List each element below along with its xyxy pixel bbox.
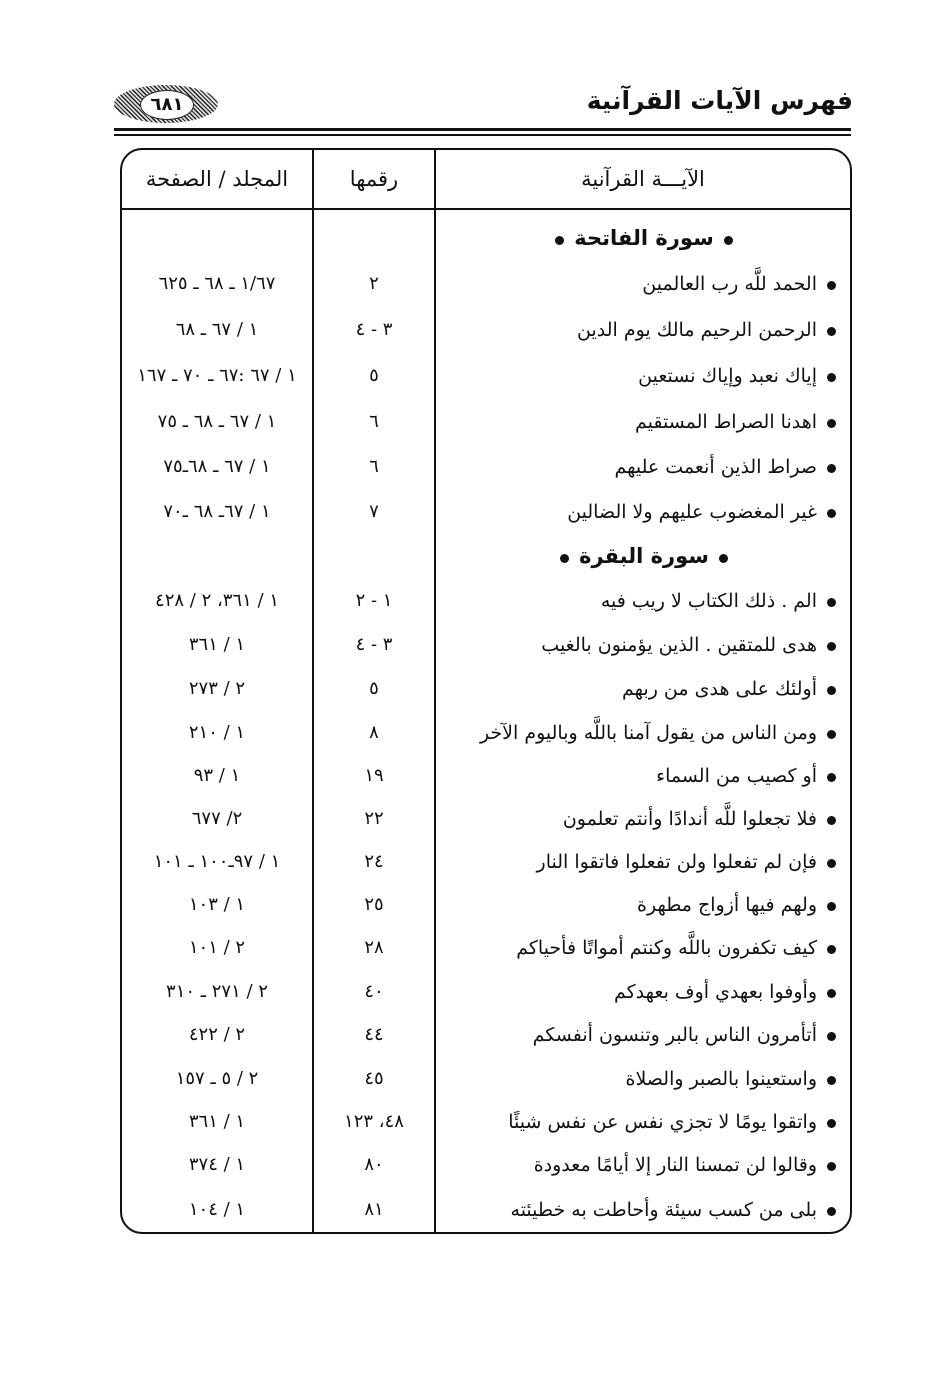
header-rule-thin bbox=[114, 134, 851, 136]
header-verse: الآيـــة القرآنية bbox=[581, 167, 705, 191]
verse-cell bbox=[438, 972, 836, 1012]
bullet-icon bbox=[827, 464, 836, 473]
page-number: ٦٨١ bbox=[140, 90, 194, 120]
volume-page-ref: ١ / ٣٧٤ bbox=[188, 1154, 246, 1175]
volume-page-ref: ٢ / ٢٧١ ـ ٣١٠ bbox=[166, 981, 268, 1002]
page-header bbox=[108, 82, 853, 126]
bullet-icon bbox=[827, 419, 836, 428]
verse-text: الحمد للَّه رب العالمين bbox=[642, 273, 817, 295]
verse-text: كيف تكفرون باللَّه وكنتم أمواتًا فأحياكم bbox=[516, 937, 817, 959]
table-row bbox=[122, 264, 850, 304]
table-row bbox=[122, 625, 850, 665]
table-row bbox=[122, 1102, 850, 1142]
verse-number: ٢٤ bbox=[364, 851, 384, 872]
verse-cell bbox=[438, 402, 836, 442]
table-row bbox=[122, 928, 850, 968]
bullet-icon bbox=[827, 642, 836, 651]
verse-cell bbox=[438, 1190, 836, 1230]
bullet-icon bbox=[827, 1162, 836, 1171]
header-number: رقمها bbox=[349, 167, 399, 191]
volume-page-ref: ١ / ١٠٤ bbox=[188, 1199, 246, 1220]
verse-cell bbox=[438, 310, 836, 350]
volume-page-ref: ٢ / ٢٧٣ bbox=[188, 678, 246, 699]
surah-heading-fatiha bbox=[438, 218, 850, 258]
volume-page-ref: ٢ / ١٠١ bbox=[188, 937, 246, 958]
verse-number: ٣ - ٤ bbox=[355, 319, 393, 340]
verse-cell bbox=[438, 1145, 836, 1185]
verse-cell bbox=[438, 581, 836, 621]
bullet-icon bbox=[827, 1207, 836, 1216]
bullet-icon bbox=[827, 1032, 836, 1041]
verse-cell bbox=[438, 669, 836, 709]
verse-cell bbox=[438, 756, 836, 796]
verse-text: الم . ذلك الكتاب لا ريب فيه bbox=[600, 590, 817, 612]
verse-number: ١٩ bbox=[364, 765, 384, 786]
verse-number: ٢٢ bbox=[364, 808, 384, 829]
table-row bbox=[122, 756, 850, 796]
page-number-badge bbox=[114, 85, 218, 123]
bullet-icon bbox=[827, 281, 836, 290]
volume-page-ref: ١ / ٦٧ ـ ٦٨ ـ ٧٥ bbox=[157, 411, 277, 432]
verse-number: ٥ bbox=[369, 365, 379, 386]
bullet-icon bbox=[827, 373, 836, 382]
bullet-icon bbox=[827, 773, 836, 782]
verse-cell bbox=[438, 625, 836, 665]
table-row bbox=[122, 310, 850, 350]
surah-title: سورة البقرة bbox=[579, 544, 709, 568]
table-row bbox=[122, 402, 850, 442]
volume-page-ref: ١ / ٩٣ bbox=[193, 765, 241, 786]
verse-text: بلى من كسب سيئة وأحاطت به خطيئته bbox=[510, 1199, 817, 1221]
verse-number: ٤٨، ١٢٣ bbox=[344, 1111, 404, 1132]
verse-number: ٨١ bbox=[364, 1199, 384, 1220]
volume-page-ref: ١ / ٣٦١ bbox=[188, 1111, 246, 1132]
bullet-icon bbox=[560, 554, 569, 563]
bullet-icon bbox=[719, 554, 728, 563]
verse-text: غير المغضوب عليهم ولا الضالين bbox=[567, 501, 817, 523]
bullet-icon bbox=[827, 1119, 836, 1128]
verse-text: أتأمرون الناس بالبر وتنسون أنفسكم bbox=[532, 1024, 817, 1046]
table-row bbox=[122, 799, 850, 839]
verse-text: ومن الناس من يقول آمنا باللَّه وباليوم الآخر bbox=[479, 722, 817, 744]
bullet-icon bbox=[555, 236, 564, 245]
table-row bbox=[122, 713, 850, 753]
verse-cell bbox=[438, 356, 836, 396]
verse-cell bbox=[438, 447, 836, 487]
verse-number: ٤٤ bbox=[364, 1024, 384, 1045]
volume-page-ref: ١ / ١٠٣ bbox=[188, 894, 246, 915]
table-row bbox=[122, 447, 850, 487]
surah-heading-baqara bbox=[438, 536, 850, 576]
verse-cell bbox=[438, 1015, 836, 1055]
verse-text: واتقوا يومًا لا تجزي نفس عن نفس شيئًا bbox=[508, 1111, 817, 1133]
verse-text: واستعينوا بالصبر والصلاة bbox=[625, 1068, 817, 1090]
volume-page-ref: ١ / ٦٧ :٦٧ ـ ٧٠ ـ ١٦٧ bbox=[137, 365, 297, 386]
verse-cell bbox=[438, 928, 836, 968]
verse-text: فإن لم تفعلوا ولن تفعلوا فاتقوا النار bbox=[536, 851, 817, 873]
bullet-icon bbox=[827, 327, 836, 336]
verse-number: ٦ bbox=[369, 411, 379, 432]
verse-number: ٥ bbox=[369, 678, 379, 699]
verse-cell bbox=[438, 799, 836, 839]
verse-text: ولهم فيها أزواج مطهرة bbox=[637, 894, 817, 916]
verse-cell bbox=[438, 713, 836, 753]
page-title: فهرس الآيات القرآنية bbox=[586, 86, 853, 115]
verse-cell bbox=[438, 842, 836, 882]
verse-index-table bbox=[120, 148, 852, 1234]
verse-number: ٨٠ bbox=[364, 1154, 384, 1175]
surah-title: سورة الفاتحة bbox=[574, 226, 714, 250]
verse-text: أولئك على هدى من ربهم bbox=[622, 678, 817, 700]
verse-number: ٢ bbox=[369, 273, 379, 294]
volume-page-ref: ٢/ ٦٧٧ bbox=[191, 808, 243, 829]
verse-text: فلا تجعلوا للَّه أندادًا وأنتم تعلمون bbox=[562, 808, 817, 830]
table-header bbox=[122, 150, 850, 210]
verse-text: وأوفوا بعهدي أوف بعهدكم bbox=[613, 981, 817, 1003]
bullet-icon bbox=[827, 598, 836, 607]
verse-cell bbox=[438, 1102, 836, 1142]
verse-number: ٢٥ bbox=[364, 894, 384, 915]
table-row bbox=[122, 581, 850, 621]
verse-cell bbox=[438, 264, 836, 304]
bullet-icon bbox=[724, 236, 733, 245]
verse-number: ٧ bbox=[369, 501, 379, 522]
verse-cell bbox=[438, 492, 836, 532]
verse-number: ٤٥ bbox=[364, 1068, 384, 1089]
bullet-icon bbox=[827, 902, 836, 911]
table-row bbox=[122, 972, 850, 1012]
verse-cell bbox=[438, 885, 836, 925]
table-row bbox=[122, 492, 850, 532]
verse-number: ٤٠ bbox=[364, 981, 384, 1002]
verse-text: هدى للمتقين . الذين يؤمنون بالغيب bbox=[541, 634, 817, 656]
bullet-icon bbox=[827, 859, 836, 868]
volume-page-ref: ١ / ٢١٠ bbox=[188, 722, 246, 743]
verse-text: صراط الذين أنعمت عليهم bbox=[614, 456, 817, 478]
table-row bbox=[122, 1015, 850, 1055]
table-row bbox=[122, 1145, 850, 1185]
bullet-icon bbox=[827, 945, 836, 954]
verse-text: أو كصيب من السماء bbox=[656, 765, 817, 787]
verse-cell bbox=[438, 1059, 836, 1099]
table-row bbox=[122, 1059, 850, 1099]
volume-page-ref: ١ / ٣٦١ bbox=[188, 634, 246, 655]
table-row bbox=[122, 885, 850, 925]
bullet-icon bbox=[827, 1076, 836, 1085]
volume-page-ref: ١/٦٧ ـ ٦٨ ـ ٦٢٥ bbox=[158, 273, 276, 294]
bullet-icon bbox=[827, 730, 836, 739]
volume-page-ref: ١ / ٦٧ ـ ٦٨ـ٧٥ bbox=[163, 456, 271, 477]
verse-text: اهدنا الصراط المستقيم bbox=[634, 411, 817, 433]
bullet-icon bbox=[827, 989, 836, 998]
verse-text: الرحمن الرحيم مالك يوم الدين bbox=[576, 319, 817, 341]
table-row bbox=[122, 669, 850, 709]
verse-text: إياك نعبد وإياك نستعين bbox=[638, 365, 817, 387]
volume-page-ref: ١ / ٩٧ـ١٠٠ ـ ١٠١ bbox=[153, 851, 281, 872]
verse-number: ٢٨ bbox=[364, 937, 384, 958]
bullet-icon bbox=[827, 686, 836, 695]
verse-text: وقالوا لن تمسنا النار إلا أيامًا معدودة bbox=[533, 1154, 817, 1176]
volume-page-ref: ٢ / ٥ ـ ١٥٧ bbox=[175, 1068, 259, 1089]
volume-page-ref: ١ / ٦٧ ـ ٦٨ bbox=[175, 319, 259, 340]
bullet-icon bbox=[827, 816, 836, 825]
volume-page-ref: ١ / ٦٧ـ ٦٨ ـ٧٠ bbox=[163, 501, 271, 522]
header-reference: المجلد / الصفحة bbox=[145, 167, 289, 191]
verse-number: ٨ bbox=[369, 722, 379, 743]
volume-page-ref: ١ / ٣٦١، ٢ / ٤٢٨ bbox=[155, 590, 279, 611]
verse-number: ١ - ٢ bbox=[355, 590, 393, 611]
table-row bbox=[122, 1190, 850, 1230]
bullet-icon bbox=[827, 509, 836, 518]
verse-number: ٣ - ٤ bbox=[355, 634, 393, 655]
table-row bbox=[122, 356, 850, 396]
header-rule-thick bbox=[114, 128, 851, 131]
table-row bbox=[122, 842, 850, 882]
volume-page-ref: ٢ / ٤٢٢ bbox=[188, 1024, 246, 1045]
verse-number: ٦ bbox=[369, 456, 379, 477]
